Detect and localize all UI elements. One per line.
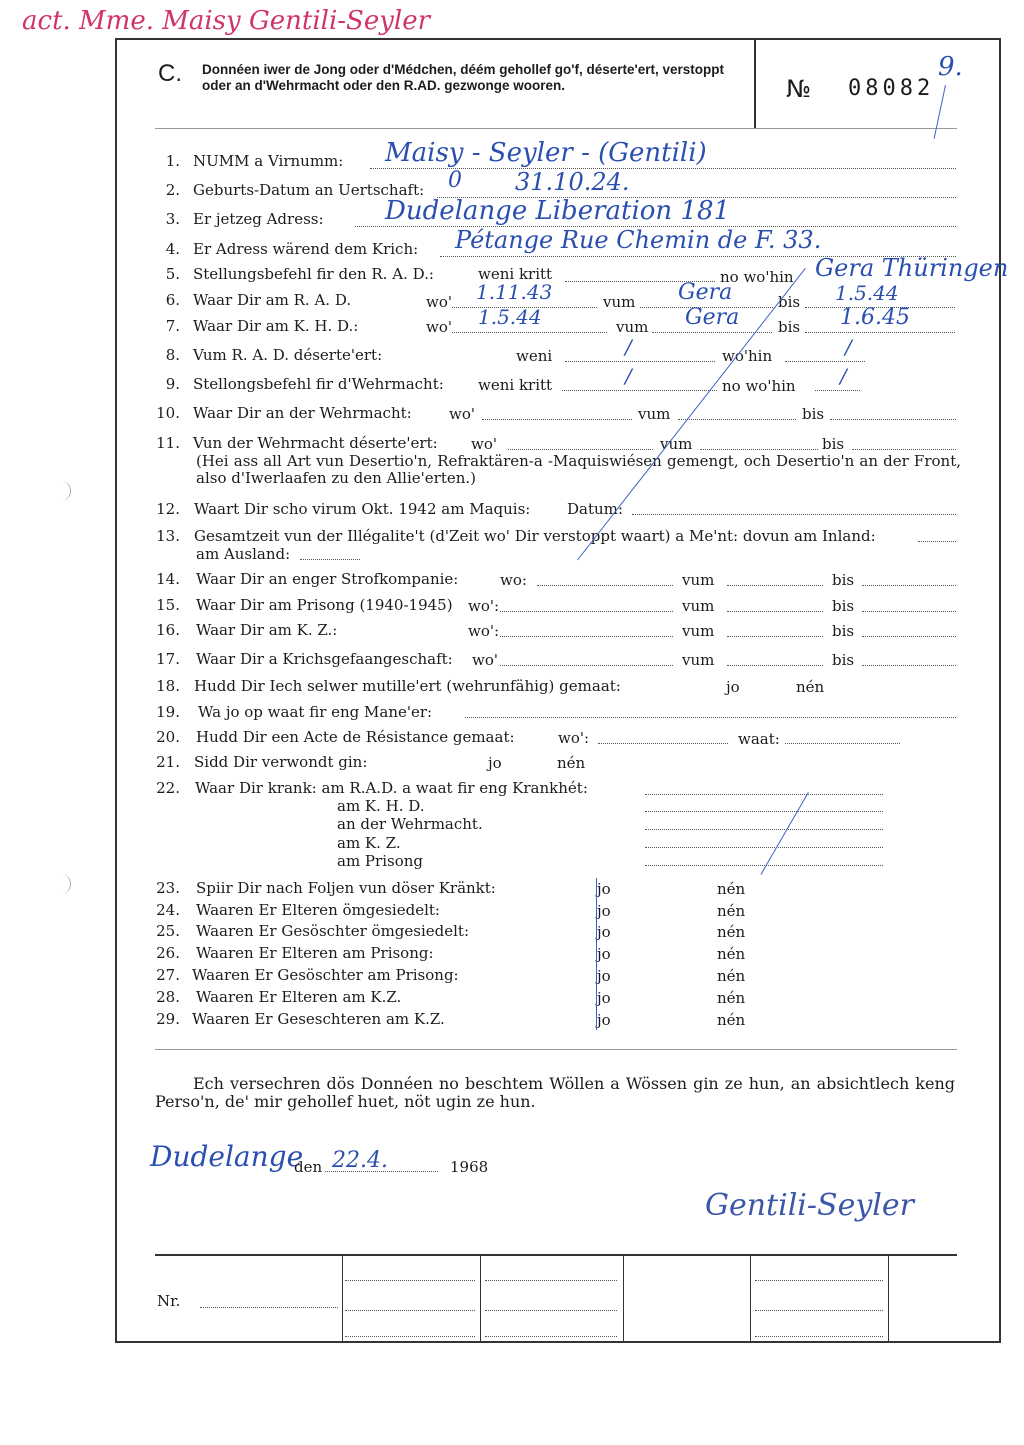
declaration-text: Ech versechren dös Donnéen no beschtem Wöllen a Wössen gin ze hun, an absichtlech keng Perso'n, de' mir gehollef huet, nöt ugin ze hun.: [155, 1074, 955, 1111]
row-label: Vum R. A. D. déserte'ert:: [193, 346, 383, 364]
den-label: den: [294, 1158, 323, 1176]
row-text: vum: [682, 622, 715, 640]
row-text: vum: [638, 405, 671, 423]
row-number: 16.: [156, 621, 180, 639]
divider: [480, 1254, 481, 1342]
number-pen-mark: 9.: [938, 52, 963, 82]
row-number: 17.: [156, 650, 180, 668]
row-text: bis: [832, 622, 855, 640]
row-text: wo': [449, 405, 475, 423]
fill-line: [598, 743, 728, 744]
row-label: Sidd Dir verwondt gin:: [194, 753, 368, 771]
row-text: no wo'hin: [720, 268, 794, 286]
row-label: NUMM a Virnumm:: [193, 152, 344, 170]
row-number: 5.: [165, 265, 180, 283]
row-value: Gera: [685, 305, 740, 330]
row-number: 4.: [165, 240, 180, 258]
row-text: bis: [822, 435, 845, 453]
fill-line: [918, 541, 956, 542]
fill-line: [565, 361, 715, 362]
row-label: Spiir Dir nach Foljen vun döser Kränkt:: [196, 879, 496, 897]
fill-line: [645, 794, 883, 795]
row-text: am K. H. D.: [337, 797, 425, 815]
bottom-grid: [155, 1254, 957, 1346]
row-text: jo: [488, 754, 502, 772]
fill-line: [485, 1310, 617, 1311]
fill-line: [645, 811, 883, 812]
field-address-value: Dudelange Liberation 181: [385, 196, 731, 226]
field-name-value: Maisy - Seyler - (Gentili): [385, 138, 707, 168]
fill-line: [300, 559, 360, 560]
fill-line: [830, 419, 956, 420]
row-label: Waaren Er Elteren am K.Z.: [196, 988, 402, 1006]
pen-stroke-jo-column: [596, 878, 597, 1030]
signature: Gentili-Seyler: [705, 1188, 914, 1223]
divider: [888, 1254, 889, 1342]
date-value: 22.4.: [332, 1148, 388, 1173]
fill-line: [700, 449, 818, 450]
row-text: bis: [778, 293, 801, 311]
row-number: 15.: [156, 596, 180, 614]
row-text: nén: [557, 754, 586, 772]
row-value: 1.11.43: [476, 280, 553, 304]
row-value: /: [625, 364, 632, 388]
row-number: 23.: [156, 879, 180, 897]
row-text: wo': [426, 293, 452, 311]
row-label: Vun der Wehrmacht déserte'ert:: [193, 434, 438, 452]
row-text: weni kritt: [478, 265, 553, 283]
row-text: nén: [717, 967, 746, 985]
row-value: 1.5.44: [835, 281, 899, 305]
row-text: wo':: [558, 729, 590, 747]
row-text: wo': [471, 435, 497, 453]
punch-hole: [60, 874, 71, 894]
row-number: 11.: [156, 434, 180, 452]
fill-line: [785, 743, 900, 744]
row-value: /: [845, 335, 852, 359]
fill-line: [852, 449, 956, 450]
fill-line: [755, 1336, 883, 1337]
fill-line: [785, 361, 865, 362]
fill-line: [500, 611, 673, 612]
row-text: jo: [726, 678, 740, 696]
row-label: Geburts-Datum an Uertschaft:: [193, 181, 425, 199]
row-11-note: (Hei ass all Art vun Desertio'n, Refraktären-a -Maquiswiésen gemengt, och Desertio'n an der Front, also d'Iwerlaafen zu den Allie'erten.): [196, 452, 961, 487]
fill-line: [862, 636, 956, 637]
field-rad-order-value: Gera Thüringen: [815, 254, 1009, 282]
row-text: jo: [597, 945, 611, 963]
row-text: am Prisong: [337, 852, 423, 870]
row-text: nén: [796, 678, 825, 696]
row-label: Waar Dir am Prisong (1940-1945): [196, 596, 453, 614]
fill-line: [862, 611, 956, 612]
row-text: nén: [717, 989, 746, 1007]
fill-line: [508, 449, 653, 450]
row-label: Hudd Dir Iech selwer mutille'ert (wehrunfähig) gemaat:: [194, 677, 621, 695]
row-number: 19.: [156, 703, 180, 721]
row-label: Stellongsbefehl fir d'Wehrmacht:: [193, 375, 444, 393]
fill-line: [755, 1310, 883, 1311]
row-text: jo: [597, 902, 611, 920]
row-label: Waar Dir a Krichsgefaangeschaft:: [196, 650, 453, 668]
row-label: Waaren Er Elteren am Prisong:: [196, 944, 434, 962]
row-number: 10.: [156, 404, 180, 422]
row-text: bis: [802, 405, 825, 423]
row-value: 1.5.44: [478, 305, 542, 329]
row-text: am Ausland:: [196, 545, 291, 563]
declaration-rule: [155, 1049, 957, 1050]
fill-line: [345, 1310, 475, 1311]
divider: [342, 1254, 343, 1342]
row-text: Datum:: [567, 500, 623, 518]
fill-line: [537, 585, 673, 586]
row-number: 13.: [156, 527, 180, 545]
row-text: wo': [426, 318, 452, 336]
row-text: bis: [832, 597, 855, 615]
row-text: vum: [603, 293, 636, 311]
row-text: vum: [682, 597, 715, 615]
year-value: 1968: [450, 1158, 489, 1176]
row-text: am K. Z.: [337, 834, 401, 852]
row-text: weni: [516, 347, 553, 365]
row-number: 6.: [165, 291, 180, 309]
fill-line: [645, 829, 883, 830]
row-text: jo: [597, 1011, 611, 1029]
row-text: vum: [682, 651, 715, 669]
row-text: wo:: [500, 571, 527, 589]
row-label: Waar Dir am R. A. D.: [193, 291, 352, 309]
punch-hole: [60, 481, 71, 501]
row-label: Hudd Dir een Acte de Résistance gemaat:: [196, 728, 515, 746]
row-text: wo':: [468, 597, 500, 615]
row-number: 28.: [156, 988, 180, 1006]
red-annotation: act. Mme. Maisy Gentili-Seyler: [22, 6, 431, 36]
header-separator: [754, 40, 756, 128]
row-number: 22.: [156, 779, 180, 797]
row-number: 26.: [156, 944, 180, 962]
row-label: Waaren Er Gesöschter ömgesiedelt:: [196, 922, 470, 940]
fill-line: [452, 332, 607, 333]
row-value: 1.6.45: [840, 305, 910, 330]
fill-line: [678, 419, 796, 420]
row-text: bis: [778, 318, 801, 336]
fill-line: [862, 585, 956, 586]
row-text: bis: [832, 571, 855, 589]
fill-line: [755, 1280, 883, 1281]
fill-line: [345, 1280, 475, 1281]
row-label: Waar Dir krank: am R.A.D. a waat fir eng Krankhét:: [195, 779, 588, 797]
row-number: 9.: [165, 375, 180, 393]
row-text: vum: [682, 571, 715, 589]
form-number: 08082: [848, 76, 935, 101]
row-label: Waar Dir am K. H. D.:: [193, 317, 359, 335]
row-number: 29.: [156, 1010, 180, 1028]
row-number: 21.: [156, 753, 180, 771]
row-text: vum: [616, 318, 649, 336]
row-label: Er jetzeg Adress:: [193, 210, 324, 228]
row-label: Waart Dir scho virum Okt. 1942 am Maquis:: [194, 500, 531, 518]
fill-line: [727, 585, 823, 586]
fill-line: [485, 1280, 617, 1281]
field-war-address-value: Pétange Rue Chemin de F. 33.: [455, 226, 822, 254]
fill-line: [482, 419, 632, 420]
row-text: jo: [597, 923, 611, 941]
header-text: Donnéen iwer de Jong oder d'Médchen, déém gehollef go'f, déserte'ert, verstoppt oder an d'Wehrmacht oder den R.AD. gezwonge wooren.: [202, 62, 724, 93]
row-text: no wo'hin: [722, 377, 796, 395]
row-number: 14.: [156, 570, 180, 588]
row-label: Waar Dir am K. Z.:: [196, 621, 338, 639]
row-text: nén: [717, 902, 746, 920]
row-text: weni kritt: [478, 376, 553, 394]
row-number: 25.: [156, 922, 180, 940]
row-number: 2.: [165, 181, 180, 199]
row-text: nén: [717, 880, 746, 898]
row-number: 8.: [165, 346, 180, 364]
row-text: jo: [597, 880, 611, 898]
header-rule: [155, 128, 957, 129]
row-label: Waar Dir an der Wehrmacht:: [193, 404, 412, 422]
row-label: Stellungsbefehl fir den R. A. D.:: [193, 265, 434, 283]
fill-line: [645, 847, 883, 848]
section-letter: C.: [158, 60, 182, 87]
row-text: jo: [597, 967, 611, 985]
divider: [623, 1254, 624, 1342]
nr-label: Nr.: [157, 1292, 181, 1310]
row-value: /: [840, 364, 847, 388]
fill-line: [632, 514, 956, 515]
row-number: 20.: [156, 728, 180, 746]
row-text: bis: [832, 651, 855, 669]
row-text: nén: [717, 1011, 746, 1029]
row-text: wo':: [468, 622, 500, 640]
row-label: Waaren Er Geseschteren am K.Z.: [192, 1010, 445, 1028]
fill-line: [345, 1336, 475, 1337]
row-value: Gera: [678, 280, 733, 305]
fill-line: [465, 717, 956, 718]
row-label: Waaren Er Elteren ömgesiedelt:: [196, 901, 440, 919]
row-number: 18.: [156, 677, 180, 695]
fill-line: [500, 665, 673, 666]
document-page: act. Mme. Maisy Gentili-Seyler C. Donnéen iwer de Jong oder d'Médchen, déém gehollef go'f, déserte'ert, verstoppt oder an d'Wehrmacht oder den R.AD. gezwonge wooren. № 08082 9. 1. NUMM a Virnumm: Maisy - Seyler - (Gentili) 2. Geburts-Datum an Uertschaft: 0 31.10.24. 3. Er jetzeg Adress: Dudelange Liberation 181 4. Er Adress wärend dem Krich: Pétange Rue Chemin de F. 33. 5. Stellungsbefehl fir den R. A. D.: weni kritt no wo'hin Gera Thüringen 6. Waar Dir am R. A. D. wo' 1.11.43 vum Gera bis 1.5.44 7. Waar Dir am K. H. D.: wo' 1.5.44 vum Gera bis 1.6.45 8. Vum R. A. D. déserte'ert: weni / wo'hin / 9. Stellongsbefehl fir d'Wehrmacht: weni kritt / no wo'hin / 10. Waar Dir an der Wehrmacht: wo' vum bis 11. Vun der Wehrmacht déserte'ert: wo' vum bis (Hei ass all Art vun Desertio'n, Refraktären-a -Maquiswiésen gemengt, och Desertio'n an der Front, also d'Iwerlaafen zu den Allie'erten.) 12. Waart Dir scho virum Okt. 1942 am Maquis: Datum: 13. Gesamtzeit vun der Illégalite't (d'Zeit wo' Dir verstoppt waart) a Me'nt: dovun am Inland: am Ausland: 14. Waar Dir an enger Strofkompanie: wo: vum bis 15. Waar Dir am Prisong (1940-1945) wo': vum bis 16. Waar Dir am K. Z.: wo': vum bis 17. Waar Dir a Krichsgefaangeschaft: wo' vum bis 18. Hudd Dir Iech selwer mutille'ert (wehrunfähig) gemaat: jo nén 19. Wa jo op waat fir eng Mane'er: 20. Hudd Dir een Acte de Résistance gemaat: wo': waat: 21. Sidd Dir verwondt gin: jo nén 22. Waar Dir krank: am R.A.D. a waat fir eng Krankhét: am K. H. D. an der Wehrmacht. am K. Z. am Prisong 23. Spiir Dir nach Foljen vun döser Kränkt: jo nén 24. Waaren Er Elteren ömgesiedelt: jo nén 25. Waaren Er Gesöschter ömgesiedelt: jo nén 26. Waaren Er Elteren am Prisong: jo nén 27. Waaren Er Gesöschter am Prisong: jo nén 28. Waaren Er Elteren am K.Z. jo nén 29. Waaren Er Geseschteren am K.Z. jo nén Ech versechren dös Donnéen no beschtem Wöllen a Wössen gin ze hun, an absichtlech keng Perso'n, de' mir gehollef huet, nöt ugin ze hun. Dudelange den 22.4. 1968 Gentili-Seyler Nr.: [0, 0, 1024, 1445]
row-number: 27.: [156, 966, 180, 984]
row-text: wo': [472, 651, 498, 669]
fill-line: [485, 1336, 617, 1337]
place-value: Dudelange: [150, 1140, 304, 1173]
row-text: wo'hin: [722, 347, 773, 365]
fill-line: [727, 636, 823, 637]
fill-line: [815, 390, 860, 391]
row-number: 1.: [165, 152, 180, 170]
fill-line: [200, 1307, 338, 1308]
row-text: an der Wehrmacht.: [337, 815, 483, 833]
fill-line: [727, 665, 823, 666]
row-text: nén: [717, 945, 746, 963]
fill-line: [862, 665, 956, 666]
number-label: №: [786, 75, 811, 103]
row-text: nén: [717, 923, 746, 941]
field-birth-value: 31.10.24.: [515, 168, 630, 196]
row-label: Gesamtzeit vun der Illégalite't (d'Zeit wo' Dir verstoppt waart) a Me'nt: dovun am Inland:: [194, 527, 876, 545]
row-value: /: [625, 335, 632, 359]
row-number: 3.: [165, 210, 180, 228]
row-text: jo: [597, 989, 611, 1007]
divider: [750, 1254, 751, 1342]
row-label: Waaren Er Gesöschter am Prisong:: [192, 966, 459, 984]
row-text: vum: [660, 435, 693, 453]
row-text: waat:: [738, 730, 780, 748]
fill-line: [562, 390, 717, 391]
row-number: 12.: [156, 500, 180, 518]
row-label: Er Adress wärend dem Krich:: [193, 240, 419, 258]
fill-line: [500, 636, 673, 637]
row-number: 24.: [156, 901, 180, 919]
fill-line: [727, 611, 823, 612]
row-number: 7.: [165, 317, 180, 335]
fill-line: [805, 332, 955, 333]
row-label: Waar Dir an enger Strofkompanie:: [196, 570, 459, 588]
row-label: Wa jo op waat fir eng Mane'er:: [198, 703, 433, 721]
